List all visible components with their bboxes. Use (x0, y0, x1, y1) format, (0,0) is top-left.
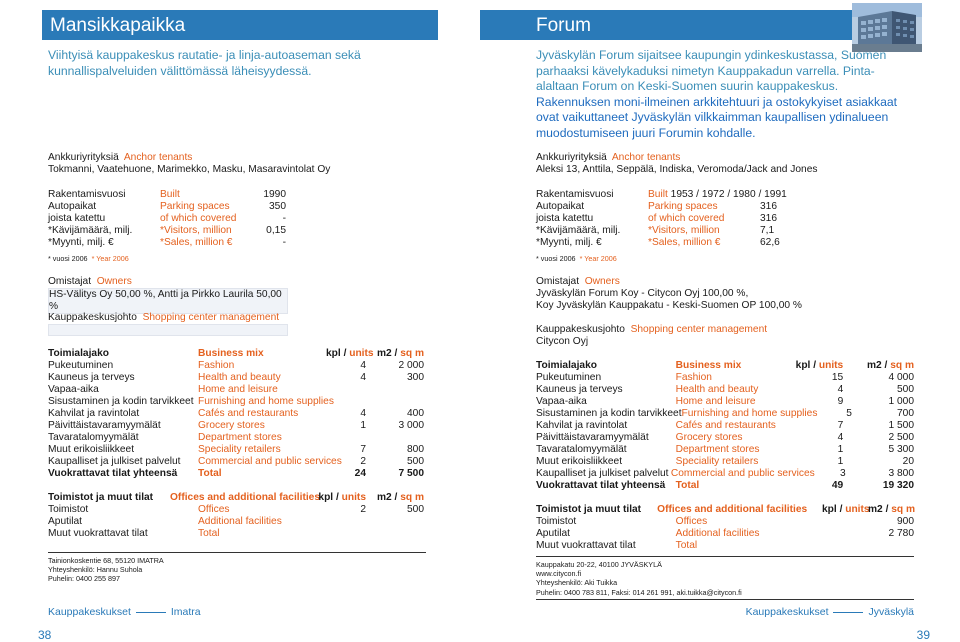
management-section (536, 324, 914, 348)
table-header: Toimistot ja muut tilat Offices and additional facilities kpl / units m2 / sq m (536, 504, 916, 515)
contact-person: Yhteyshenkilö: Aki Tuikka (536, 578, 618, 588)
table-row: Vapaa-aika Home and leisure (48, 384, 278, 395)
contact-phone: Puhelin: 0400 255 897 (48, 574, 120, 584)
fact-row: Rakentamisvuosi Built 1953 / 1972 / 1980 / 1991 (536, 189, 787, 200)
page-title: Forum (480, 10, 852, 40)
table-row: Muut erikoisliikkeet Speciality retailers 1 20 (536, 456, 914, 467)
intro-text: Viihtyisä kauppakeskus rautatie- ja linja-autoaseman sekä kunnallispalveluiden välittömässä läheisyydessä. (48, 48, 361, 78)
anchor-label-fi: Ankkuriyrityksiä (536, 152, 607, 163)
mgmt-value (48, 324, 288, 336)
contact-address: Tainionkoskentie 68, 55120 IMATRA (48, 556, 164, 565)
management-section (48, 312, 426, 340)
table-row: Toimistot Offices 2 500 (48, 504, 424, 515)
table-row: Päivittäistavaramyymälät Grocery stores 1 3 000 (48, 420, 424, 431)
table-row: Sisustaminen ja kodin tarvikkeet Furnishing and home supplies 5 700 (536, 408, 914, 419)
table-row: Aputilat Additional facilities (48, 516, 282, 527)
table-row: Muut vuokrattavat tilat Total (48, 528, 220, 539)
table-row: Kauneus ja terveys Health and beauty 4 500 (536, 384, 914, 395)
contact-phone: Puhelin: 0400 783 811, Faksi: 014 261 991, aki.tuikka@citycon.fi (536, 588, 914, 600)
contact-block (48, 552, 426, 584)
table-row: Tavaratalomyymälät Department stores (48, 432, 282, 443)
page-number: 39 (916, 628, 930, 642)
facts-table (48, 189, 426, 265)
owners-label-fi: Omistajat (536, 276, 580, 287)
page-title: Mansikkapaikka (42, 10, 438, 40)
owners-value: HS-Välitys Oy 50,00 %, Antti ja Pirkko Laurila 50,00 % (48, 288, 288, 314)
mgmt-value: Citycon Oyj (536, 336, 589, 347)
owners-label-en: Owners (96, 276, 132, 287)
anchor-tenants: Aleksi 13, Anttila, Seppälä, Indiska, Veromoda/Jack and Jones (536, 164, 818, 175)
section-footer: Kauppakeskukset Jyväskylä (745, 606, 914, 618)
business-mix-table (536, 360, 914, 492)
table-row: Muut vuokrattavat tilat Total (536, 540, 698, 551)
fact-row: Autopaikat Parking spaces 350 (48, 201, 286, 212)
owners-value-1: Jyväskylän Forum Koy - Citycon Oyj 100,00 %, (536, 288, 749, 299)
building-photo (852, 3, 922, 52)
table-row: Toimistot Offices 900 (536, 516, 914, 527)
table-row: Sisustaminen ja kodin tarvikkeet Furnishing and home supplies (48, 396, 334, 407)
mgmt-label-fi: Kauppakeskusjohto (48, 312, 137, 323)
fact-row: *Myynti, milj. € *Sales, million € - (48, 237, 286, 248)
fact-row: *Myynti, milj. € *Sales, million € 62,6 (536, 237, 780, 248)
table-row: Kauneus ja terveys Health and beauty 4 300 (48, 372, 424, 383)
mgmt-label-fi: Kauppakeskusjohto (536, 324, 625, 335)
intro-text (536, 48, 916, 142)
table-header: Toimistot ja muut tilat Offices and additional facilities kpl / units m2 / sq m (48, 492, 424, 503)
owners-section (536, 276, 914, 312)
contact-person: Yhteyshenkilö: Hannu Suhola (48, 565, 143, 575)
offices-table (536, 504, 914, 552)
table-row: Pukeutuminen Fashion 15 4 000 (536, 372, 914, 383)
anchor-tenants-section (536, 152, 914, 176)
intro-lead: Jyväskylän Forum sijaitsee kaupungin ydinkeskustassa, Suomen parhaaksi kävelykaduksi nimetyn Kauppakadun varrella. Pinta-alaltaan Forum on Keski-Suomen suurin kauppakeskus. (536, 48, 887, 94)
facts-table (536, 189, 914, 265)
anchor-label-en: Anchor tenants (611, 152, 681, 163)
anchor-label-en: Anchor tenants (123, 152, 193, 163)
contact-address: Kauppakatu 20-22, 40100 JYVÄSKYLÄ (536, 560, 662, 569)
footnote: * vuosi 2006 * Year 2006 (536, 254, 617, 263)
table-total-row: Vuokrattavat tilat yhteensä Total 24 7 500 (48, 468, 424, 479)
table-total-row: Vuokrattavat tilat yhteensä Total 49 19 320 (536, 480, 914, 491)
anchor-tenants-section (48, 152, 426, 176)
table-row: Vapaa-aika Home and leisure 9 1 000 (536, 396, 914, 407)
mgmt-label-en: Shopping center management (142, 312, 280, 323)
table-row: Pukeutuminen Fashion 4 2 000 (48, 360, 424, 371)
business-mix-table (48, 348, 426, 480)
owners-label-fi: Omistajat (48, 276, 92, 287)
table-row: Aputilat Additional facilities 2 780 (536, 528, 914, 539)
anchor-tenants: Tokmanni, Vaatehuone, Marimekko, Masku, Masaravintolat Oy (48, 164, 331, 175)
table-row: Päivittäistavaramyymälät Grocery stores 4 2 500 (536, 432, 914, 443)
fact-row: joista katettu of which covered 316 (536, 213, 777, 224)
table-row: Kahvilat ja ravintolat Cafés and restaurants 4 400 (48, 408, 424, 419)
fact-row: *Kävijämäärä, milj. *Visitors, million 0,15 (48, 225, 286, 236)
owners-section (48, 276, 426, 314)
owners-label-en: Owners (584, 276, 620, 287)
fact-row: joista katettu of which covered - (48, 213, 286, 224)
fact-row: Rakentamisvuosi Built 1990 (48, 189, 286, 200)
offices-table (48, 492, 426, 540)
table-row: Kaupalliset ja julkiset palvelut Commercial and public services 2 500 (48, 456, 424, 467)
anchor-label-fi: Ankkuriyrityksiä (48, 152, 119, 163)
intro-highlight: Rakennuksen moni-ilmeinen arkkitehtuuri ja ostokykyiset asiakkaat ovat vaikuttaneet Jyväskylän vilkkaimman kaupallisen ydinalueen muodostumiseen juuri Forumin kohdalle. (536, 94, 898, 140)
mgmt-label-en: Shopping center management (630, 324, 768, 335)
page-number: 38 (38, 628, 52, 642)
table-header: Toimialajako Business mix kpl / units m2 / sq m (536, 360, 914, 371)
table-row: Muut erikoisliikkeet Speciality retailers 7 800 (48, 444, 424, 455)
table-row: Kaupalliset ja julkiset palvelut Commercial and public services 3 3 800 (536, 468, 914, 479)
fact-row: Autopaikat Parking spaces 316 (536, 201, 777, 212)
table-row: Tavaratalomyymälät Department stores 1 5 300 (536, 444, 914, 455)
right-page (480, 0, 960, 642)
section-footer: Kauppakeskukset Imatra (48, 606, 201, 618)
fact-row: *Kävijämäärä, milj. *Visitors, million 7,1 (536, 225, 775, 236)
owners-value-2: Koy Jyväskylän Kauppakatu - Keski-Suomen OP 100,00 % (536, 300, 802, 311)
footnote: * vuosi 2006 * Year 2006 (48, 254, 129, 263)
table-header: Toimialajako Business mix kpl / units m2 / sq m (48, 348, 424, 359)
contact-website: www.citycon.fi (536, 569, 582, 579)
table-row: Kahvilat ja ravintolat Cafés and restaurants 7 1 500 (536, 420, 914, 431)
contact-block (536, 556, 914, 600)
